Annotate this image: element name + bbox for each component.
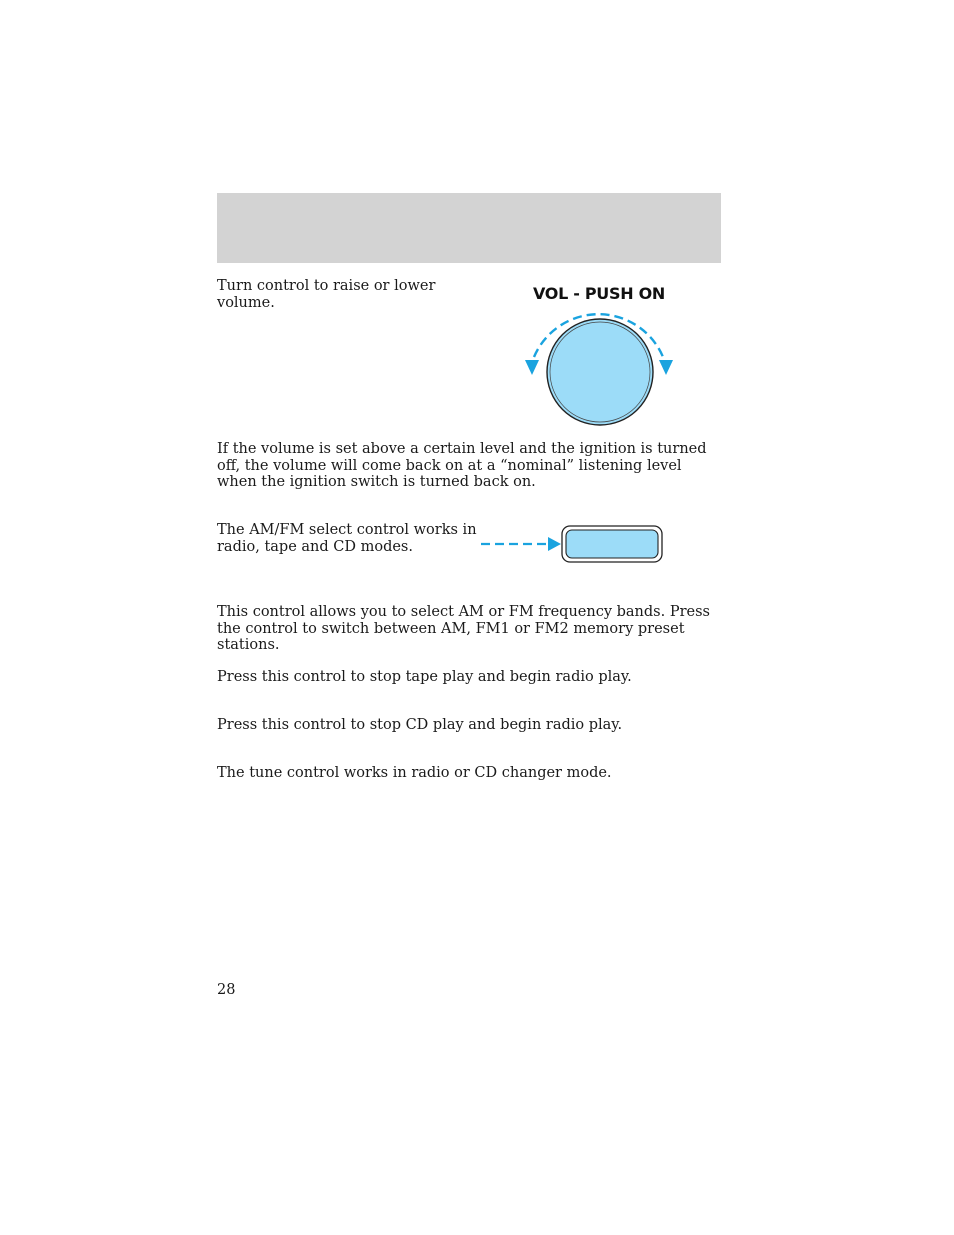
amfm-description: This control allows you to select AM or FM frequency bands. Press the control to switch between AM, FM1 or FM2 memory preset stations. xyxy=(217,604,710,653)
amfm-button-illustration xyxy=(478,524,666,566)
section-header-band xyxy=(217,193,721,263)
nominal-volume-note: If the volume is set above a certain level and the ignition is turned off, the volume will come back on at a “nominal” listening level when the ignition switch is turned back on. xyxy=(217,441,707,490)
rotation-arrowhead-right xyxy=(659,360,673,375)
cd-note: Press this control to stop CD play and begin radio play. xyxy=(217,717,623,733)
pointer-arrowhead xyxy=(548,537,561,551)
volume-knob xyxy=(547,319,653,425)
tune-intro: The tune control works in radio or CD changer mode. xyxy=(217,765,612,781)
volume-knob-illustration xyxy=(520,305,680,430)
vol-push-on-label: VOL - PUSH ON xyxy=(533,284,665,303)
rotation-arrowhead-left xyxy=(525,360,539,375)
volume-instruction: Turn control to raise or lower volume. xyxy=(217,278,436,311)
amfm-intro: The AM/FM select control works in radio, tape and CD modes. xyxy=(217,522,477,555)
page-number: 28 xyxy=(217,982,236,998)
amfm-button xyxy=(566,530,658,558)
tape-note: Press this control to stop tape play and begin radio play. xyxy=(217,669,632,685)
